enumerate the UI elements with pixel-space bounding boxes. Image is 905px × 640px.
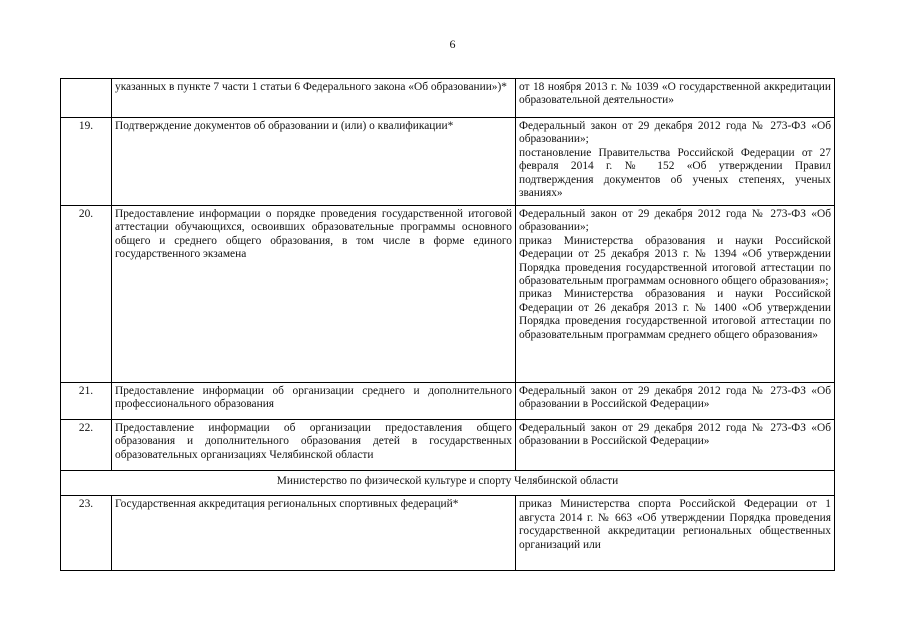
section-heading: Министерство по физической культуре и спорту Челябинской области [61,471,835,496]
table-row [61,383,835,420]
service-name: Подтверждение документов об образовании и (или) о квалификации* [112,118,516,206]
legal-basis [516,383,835,420]
legal-basis-item: Федеральный закон от 29 декабря 2012 года № 273-ФЗ «Об образовании»; [519,208,831,234]
row-number: 22. [61,420,112,471]
services-table [60,78,835,571]
service-name: Предоставление информации об организации среднего и дополнительного профессионального образования [112,383,516,420]
table-row [61,118,835,206]
legal-basis-item: Федеральный закон от 29 декабря 2012 года № 273-ФЗ «Об образовании»; [519,120,831,146]
table-row [61,79,835,118]
legal-basis-item: приказ Министерства образования и науки Российской Федерации от 26 декабря 2013 г. № 1400 «Об утверждении Порядка проведения государственной итоговой аттестации по образовательным программам среднего общего образования» [519,288,831,341]
legal-basis-item: постановление Правительства Российской Федерации от 27 февраля 2014 г. № 152 «Об утверждении Правил подтверждения документов об ученых степенях, ученых званиях» [519,146,831,200]
legal-basis-item: приказ Министерства спорта Российской Федерации от 1 августа 2014 г. № 663 «Об утверждении Порядка проведения государственной аккредитации региональных общественных организаций или [519,498,831,551]
table-row [61,206,835,383]
page-number: 6 [449,37,456,51]
service-name: Государственная аккредитация региональных спортивных федераций* [112,496,516,571]
table-row [61,496,835,571]
row-number: 20. [61,206,112,383]
legal-basis-item: приказ Министерства образования и науки Российской Федерации от 25 декабря 2013 г. № 1394 «Об утверждении Порядка проведения государственной итоговой аттестации по образовательным программам основного общего образования»; [519,234,831,288]
table-row [61,420,835,471]
legal-basis [516,206,835,383]
service-name: Предоставление информации о порядке проведения государственной итоговой аттестации обучающихся, освоивших образовательные программы основного общего и среднего общего образования, в том числе в форме единого государственного экзамена [112,206,516,383]
legal-basis [516,79,835,118]
row-number: 19. [61,118,112,206]
service-name: указанных в пункте 7 части 1 статьи 6 Федерального закона «Об образовании»)* [112,79,516,118]
row-number: 21. [61,383,112,420]
row-number: 23. [61,496,112,571]
legal-basis-item: Федеральный закон от 29 декабря 2012 года № 273-ФЗ «Об образовании в Российской Федерации» [519,422,831,448]
legal-basis [516,420,835,471]
legal-basis-item: Федеральный закон от 29 декабря 2012 года № 273-ФЗ «Об образовании в Российской Федерации» [519,385,831,411]
legal-basis [516,496,835,571]
service-name: Предоставление информации об организации предоставления общего образования и дополнительного образования детей в государственных образовательных организациях Челябинской области [112,420,516,471]
row-number [61,79,112,118]
section-heading-row [61,471,835,496]
legal-basis [516,118,835,206]
legal-basis-item: от 18 ноября 2013 г. № 1039 «О государственной аккредитации образовательной деятельности» [519,81,831,107]
